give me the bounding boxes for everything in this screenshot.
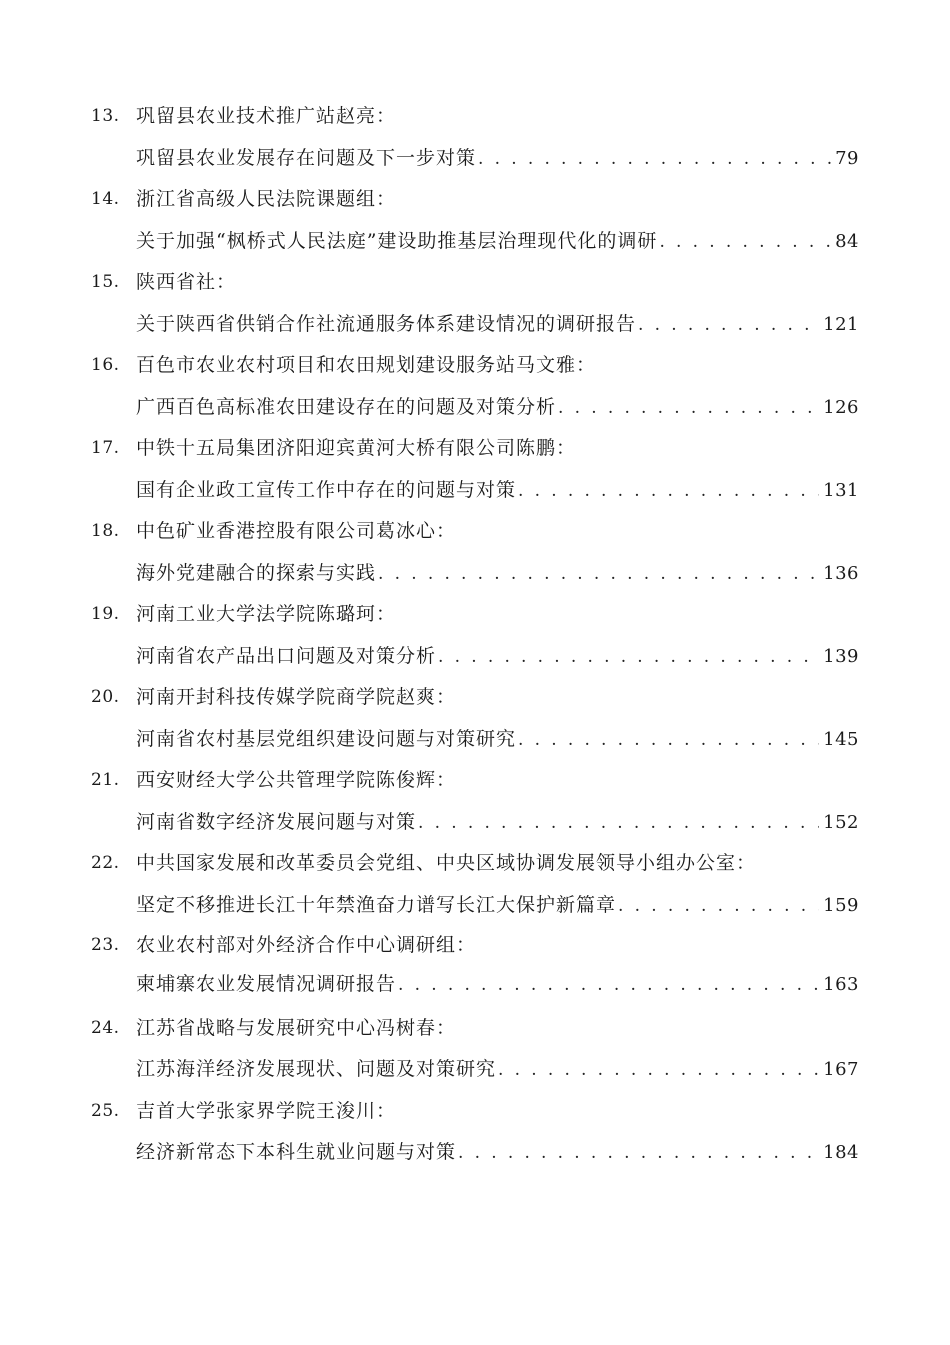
entry-page-number: 167 xyxy=(823,1059,859,1080)
entry-title: 广西百色高标准农田建设存在的问题及对策分析 xyxy=(136,396,557,418)
dot-leader xyxy=(498,1055,819,1085)
toc-entry-title-line[interactable] xyxy=(136,969,859,999)
toc-entry-title-line[interactable] xyxy=(136,890,859,920)
entry-title: 河南省农产品出口问题及对策分析 xyxy=(136,645,437,667)
dot-leader xyxy=(518,725,819,755)
dot-leader xyxy=(478,144,831,174)
entry-page-number: 145 xyxy=(823,729,859,750)
entry-number: 23. xyxy=(91,935,120,955)
entry-author: 中铁十五局集团济阳迎宾黄河大桥有限公司陈鹏： xyxy=(136,437,577,459)
entry-number: 24. xyxy=(91,1018,120,1038)
dot-leader xyxy=(618,891,819,921)
entry-title: 坚定不移推进长江十年禁渔奋力谱写长江大保护新篇章 xyxy=(136,894,617,916)
entry-page-number: 152 xyxy=(823,812,859,833)
entry-page-number: 131 xyxy=(823,480,859,501)
entry-title: 关于陕西省供销合作社流通服务体系建设情况的调研报告 xyxy=(136,313,637,335)
toc-entry-title-line[interactable] xyxy=(136,143,859,173)
entry-author: 农业农村部对外经济合作中心调研组： xyxy=(136,934,477,956)
dot-leader xyxy=(458,1138,819,1168)
entry-page-number: 184 xyxy=(823,1142,859,1163)
entry-author: 中色矿业香港控股有限公司葛冰心： xyxy=(136,520,457,542)
entry-title: 经济新常态下本科生就业问题与对策 xyxy=(136,1141,457,1163)
entry-author: 江苏省战略与发展研究中心冯树春： xyxy=(136,1017,457,1039)
dot-leader xyxy=(518,476,819,506)
entry-number: 15. xyxy=(91,272,120,292)
entry-author: 河南开封科技传媒学院商学院赵爽： xyxy=(136,686,457,708)
dot-leader xyxy=(398,970,819,1000)
dot-leader xyxy=(659,227,831,257)
entry-title: 巩留县农业发展存在问题及下一步对策 xyxy=(136,147,477,169)
entry-number: 16. xyxy=(91,355,120,375)
toc-entry-title-line[interactable] xyxy=(136,641,859,671)
entry-title: 海外党建融合的探索与实践 xyxy=(136,562,377,584)
entry-page-number: 136 xyxy=(823,563,859,584)
toc-entry-title-line[interactable] xyxy=(136,1137,859,1167)
entry-page-number: 163 xyxy=(823,974,859,995)
entry-number: 17. xyxy=(91,438,120,458)
entry-number: 21. xyxy=(91,770,120,790)
entry-author: 浙江省高级人民法院课题组： xyxy=(136,188,397,210)
entry-title: 柬埔寨农业发展情况调研报告 xyxy=(136,973,397,995)
toc-entry-title-line[interactable] xyxy=(136,807,859,837)
entry-number: 14. xyxy=(91,189,120,209)
dot-leader xyxy=(418,808,819,838)
toc-entry-title-line[interactable] xyxy=(136,309,859,339)
entry-author: 吉首大学张家界学院王浚川： xyxy=(136,1100,397,1122)
entry-title: 河南省数字经济发展问题与对策 xyxy=(136,811,417,833)
entry-page-number: 84 xyxy=(835,231,859,252)
entry-page-number: 121 xyxy=(823,314,859,335)
entry-title: 关于加强“枫桥式人民法庭”建设助推基层治理现代化的调研 xyxy=(136,230,658,252)
toc-entry-title-line[interactable] xyxy=(136,1054,859,1084)
dot-leader xyxy=(558,393,819,423)
entry-number: 13. xyxy=(91,106,120,126)
entry-page-number: 79 xyxy=(835,148,859,169)
entry-title: 国有企业政工宣传工作中存在的问题与对策 xyxy=(136,479,517,501)
toc-entry-title-line[interactable] xyxy=(136,475,859,505)
dot-leader xyxy=(378,559,819,589)
toc-entry-title-line[interactable] xyxy=(136,226,859,256)
entry-author: 河南工业大学法学院陈璐珂： xyxy=(136,603,397,625)
entry-author: 中共国家发展和改革委员会党组、中央区域协调发展领导小组办公室： xyxy=(136,852,757,874)
entry-title: 江苏海洋经济发展现状、问题及对策研究 xyxy=(136,1058,497,1080)
toc-entry-title-line[interactable] xyxy=(136,724,859,754)
entry-author: 百色市农业农村项目和农田规划建设服务站马文雅： xyxy=(136,354,597,376)
entry-title: 河南省农村基层党组织建设问题与对策研究 xyxy=(136,728,517,750)
dot-leader xyxy=(638,310,819,340)
toc-entry-title-line[interactable] xyxy=(136,558,859,588)
entry-page-number: 159 xyxy=(823,895,859,916)
entry-author: 西安财经大学公共管理学院陈俊辉： xyxy=(136,769,457,791)
entry-page-number: 126 xyxy=(823,397,859,418)
entry-number: 20. xyxy=(91,687,120,707)
toc-entry-title-line[interactable] xyxy=(136,392,859,422)
dot-leader xyxy=(438,642,819,672)
entry-number: 25. xyxy=(91,1101,120,1121)
entry-author: 陕西省社： xyxy=(136,271,237,293)
entry-author: 巩留县农业技术推广站赵亮： xyxy=(136,105,397,127)
entry-number: 18. xyxy=(91,521,120,541)
entry-number: 22. xyxy=(91,853,120,873)
entry-page-number: 139 xyxy=(823,646,859,667)
entry-number: 19. xyxy=(91,604,120,624)
